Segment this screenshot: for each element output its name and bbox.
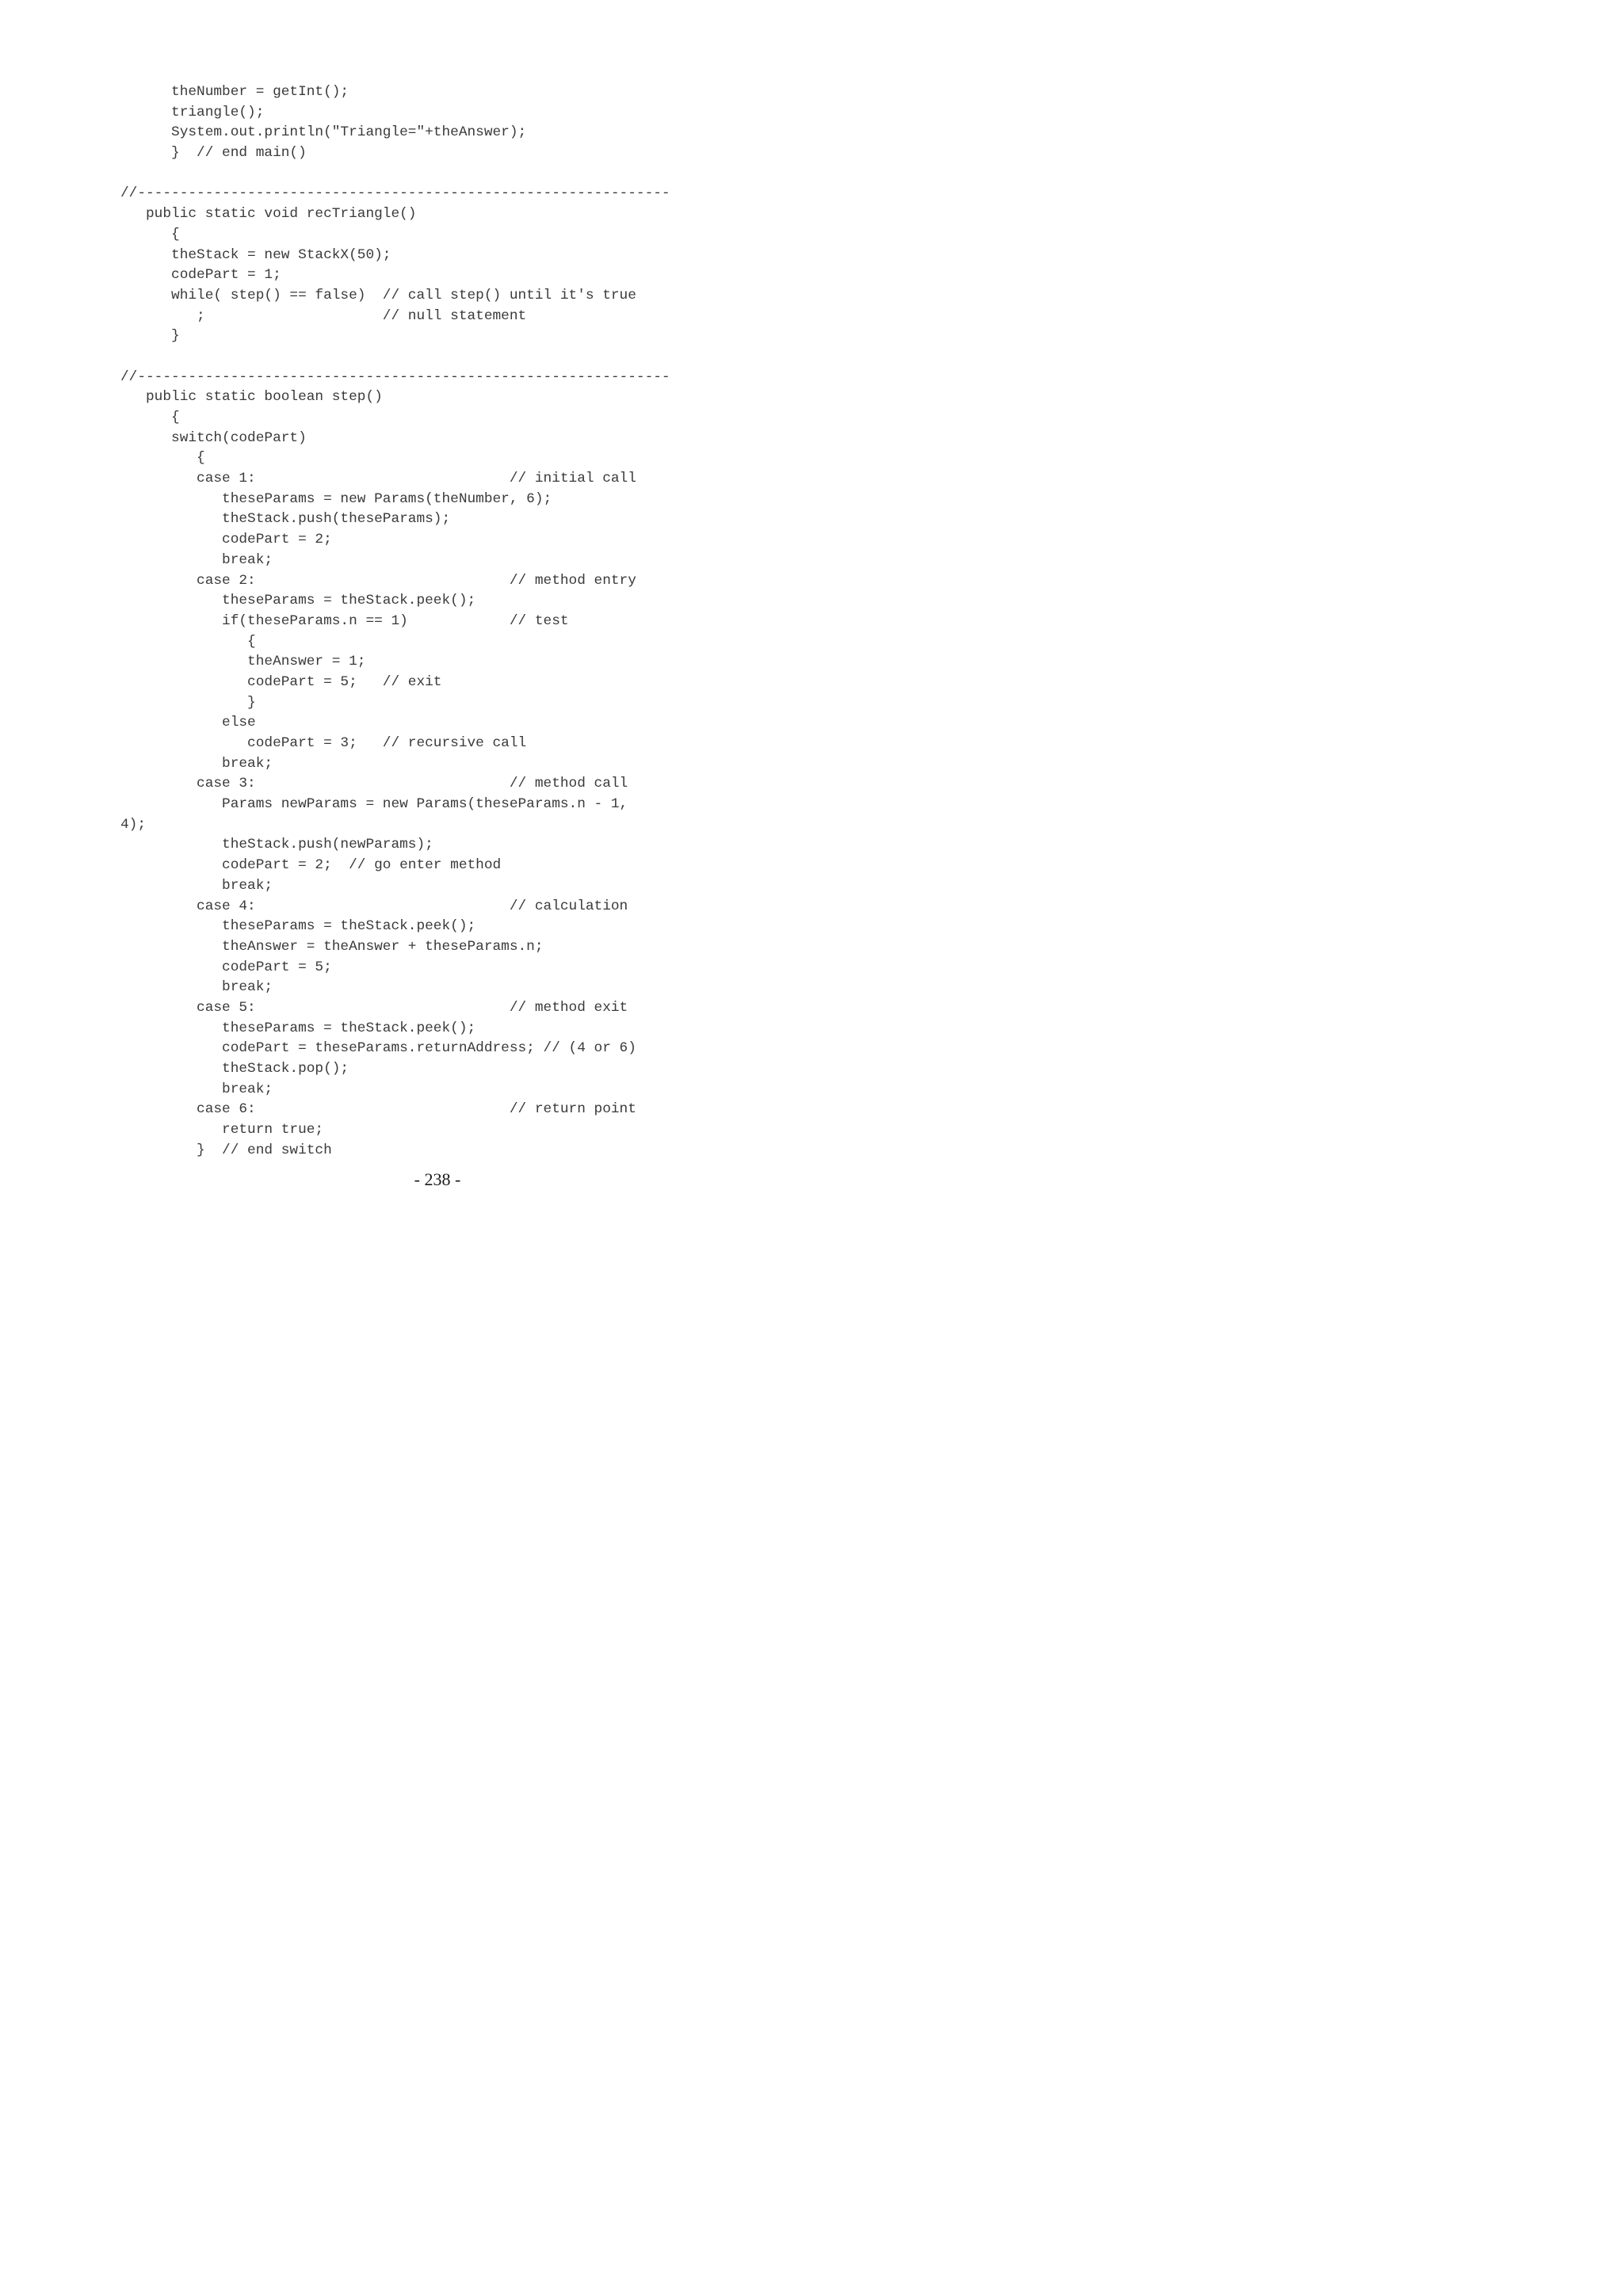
code-line: theStack.pop(); xyxy=(120,1061,349,1077)
code-line: //--------------------------------------------------------------- xyxy=(120,368,670,385)
code-line: theNumber = getInt(); xyxy=(120,84,349,100)
code-line: case 1: // initial call xyxy=(120,471,636,487)
code-line: } xyxy=(120,694,256,711)
code-line: codePart = 5; // exit xyxy=(120,673,442,690)
code-line: public static void recTriangle() xyxy=(120,206,417,223)
code-line: public static boolean step() xyxy=(120,389,383,406)
code-line: codePart = 5; xyxy=(120,959,332,975)
code-line: case 6: // return point xyxy=(120,1101,636,1118)
page-number: - 238 - xyxy=(414,1169,461,1189)
code-line xyxy=(120,164,670,185)
code-line: triangle(); xyxy=(120,104,265,120)
code-line: //--------------------------------------------------------------- xyxy=(120,185,670,202)
code-line: theStack = new StackX(50); xyxy=(120,246,391,263)
code-line: codePart = 1; xyxy=(120,267,281,284)
code-line: break; xyxy=(120,551,273,568)
code-line: codePart = 3; // recursive call xyxy=(120,735,527,751)
code-line: codePart = 2; // go enter method xyxy=(120,857,502,874)
code-line: theStack.push(theseParams); xyxy=(120,511,451,528)
code-line: case 2: // method entry xyxy=(120,572,636,589)
code-listing xyxy=(120,82,670,1161)
code-line: theseParams = theStack.peek(); xyxy=(120,593,476,609)
code-line: Params newParams = new Params(theseParams.n - 1, xyxy=(120,796,628,813)
code-line: break; xyxy=(120,755,273,772)
code-line: { xyxy=(120,450,205,467)
code-line: theStack.push(newParams); xyxy=(120,837,433,853)
code-line: case 5: // method exit xyxy=(120,999,628,1016)
code-line: { xyxy=(120,226,180,242)
code-line: break; xyxy=(120,877,273,894)
code-line: ; // null statement xyxy=(120,307,527,324)
code-line: return true; xyxy=(120,1122,324,1138)
document-page xyxy=(0,0,875,1238)
code-line: theAnswer = theAnswer + theseParams.n; xyxy=(120,938,544,955)
code-line: case 3: // method call xyxy=(120,776,628,792)
code-line: theAnswer = 1; xyxy=(120,654,366,670)
code-line: } xyxy=(120,328,180,345)
code-line: System.out.println("Triangle="+theAnswer); xyxy=(120,124,527,141)
code-line: codePart = theseParams.returnAddress; // (4 or 6) xyxy=(120,1040,636,1057)
code-line: { xyxy=(120,410,180,425)
code-line: while( step() == false) // call step() until it's true xyxy=(120,287,636,303)
code-line: { xyxy=(120,633,256,650)
code-line: break; xyxy=(120,1081,273,1097)
code-line: } // end switch xyxy=(120,1142,332,1158)
code-line: theseParams = theStack.peek(); xyxy=(120,918,476,935)
code-line: case 4: // calculation xyxy=(120,898,628,914)
code-line: switch(codePart) xyxy=(120,429,307,446)
code-line: codePart = 2; xyxy=(120,532,332,548)
code-line: } // end main() xyxy=(120,145,307,162)
code-line: theseParams = theStack.peek(); xyxy=(120,1020,476,1036)
code-line: if(theseParams.n == 1) // test xyxy=(120,612,569,629)
code-line: break; xyxy=(120,979,273,996)
code-line xyxy=(120,347,670,368)
code-line: theseParams = new Params(theNumber, 6); xyxy=(120,490,552,507)
code-line: else xyxy=(120,715,256,731)
code-line: 4); xyxy=(120,816,147,833)
